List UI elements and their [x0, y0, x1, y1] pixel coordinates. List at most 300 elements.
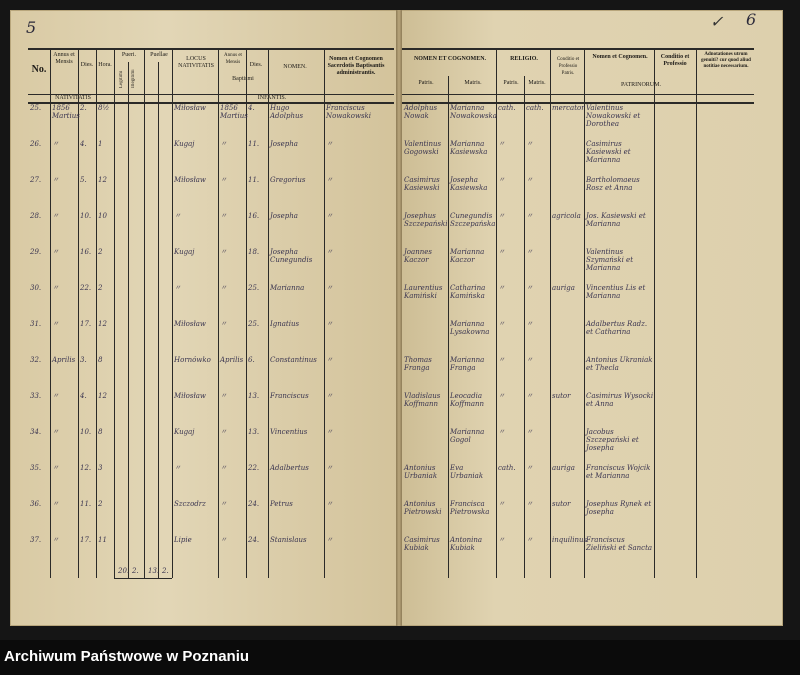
left-page-number: 5	[26, 18, 37, 37]
row-4-bday: 16.	[248, 212, 260, 220]
row-9-rel-m: 〃	[526, 392, 533, 400]
row-10-gp-cond	[656, 428, 696, 446]
row-12-no: 36.	[30, 500, 42, 508]
row-10-bday: 13.	[248, 428, 260, 436]
archive-name: Archiwum Państwowe w Poznaniu	[4, 648, 250, 665]
row-11-name: Adalbertus	[270, 464, 309, 472]
row-10-boys	[116, 428, 128, 446]
row-10-notes	[698, 428, 754, 446]
row-11-year: 〃	[52, 464, 59, 472]
row-4-rel-m: 〃	[526, 212, 533, 220]
row-5-cond	[552, 248, 584, 266]
row-13-hour: 11	[98, 536, 107, 544]
row-10-girls	[146, 428, 158, 446]
row-12-father: Antonius Pietrowski	[404, 500, 442, 516]
row-6-godparents: Vincentius Lis et Marianna	[586, 284, 646, 300]
row-9-rel-f: 〃	[498, 392, 505, 400]
row-10-bdate: 〃	[220, 428, 227, 436]
row-9-mother: Leocadia Koffmann	[450, 392, 485, 408]
pencil-mark: ✓	[710, 12, 724, 31]
col-no-header: No.	[31, 64, 47, 75]
row-4-godparents: Jos. Kasiewski et Marianna	[586, 212, 646, 228]
row-5-notes	[698, 248, 754, 266]
row-3-no: 27.	[30, 176, 42, 184]
row-11-day: 12.	[80, 464, 92, 472]
row-2-rel-f: 〃	[498, 140, 505, 148]
row-2-notes	[698, 140, 754, 158]
row-6-rel-f: 〃	[498, 284, 505, 292]
row-11-cond: auriga	[552, 464, 575, 472]
row-6-cond: auriga	[552, 284, 575, 292]
rule	[114, 48, 115, 578]
rule	[584, 48, 585, 578]
row-8-cond	[552, 356, 584, 374]
row-2-girls	[146, 140, 158, 158]
row-11-bdate: 〃	[220, 464, 227, 472]
row-13-bday: 24.	[248, 536, 260, 544]
row-8-mother: Marianna Franga	[450, 356, 485, 372]
row-1-godparents: Valentinus Nowakowski et Dorothea	[586, 104, 641, 128]
row-12-rel-f: 〃	[498, 500, 505, 508]
row-10-name: Vincentius	[270, 428, 308, 436]
row-13-place: Lipie	[174, 536, 192, 544]
row-13-boys	[116, 536, 128, 554]
row-3-name: Gregorius	[270, 176, 306, 184]
religio-header: RELIGIO.	[510, 56, 538, 62]
row-13-father: Casimirus Kubiak	[404, 536, 440, 552]
row-9-hour: 12	[98, 392, 107, 400]
row-10-rel-f: 〃	[498, 428, 505, 436]
row-3-hour: 12	[98, 176, 107, 184]
row-1-year: 1856 Martius	[52, 104, 80, 120]
row-6-gp-cond	[656, 284, 696, 302]
row-4-mother: Cunegundis Szczepańska	[450, 212, 496, 228]
row-12-year: 〃	[52, 500, 59, 508]
row-8-bday: 6.	[248, 356, 255, 364]
row-10-no: 34.	[30, 428, 42, 436]
rule	[50, 48, 51, 578]
col-conditio-header: Conditio et Professio Patris.	[556, 57, 580, 76]
row-4-place: 〃	[174, 212, 181, 220]
row-11-godparents: Franciscus Wojcik et Marianna	[586, 464, 651, 480]
col-legitimi-header: Legitimi	[119, 70, 124, 88]
row-11-priest: 〃	[326, 464, 333, 472]
row-7-father	[404, 320, 448, 338]
row-12-bdate: 〃	[220, 500, 227, 508]
row-13-bdate: 〃	[220, 536, 227, 544]
row-3-bdate: 〃	[220, 176, 227, 184]
row-10-place: Kugaj	[174, 428, 195, 436]
row-8-place: Hornówko	[174, 356, 211, 364]
row-4-bdate: 〃	[220, 212, 227, 220]
row-8-notes	[698, 356, 754, 374]
row-2-rel-m: 〃	[526, 140, 533, 148]
total-c: 13.	[148, 567, 160, 575]
row-1-name: Hugo Adolphus	[270, 104, 304, 120]
row-13-rel-m: 〃	[526, 536, 533, 544]
row-3-father: Casimirus Kasiewski	[404, 176, 440, 192]
row-9-day: 4.	[80, 392, 87, 400]
total-d: 2.	[162, 567, 169, 575]
row-12-mother: Francisca Pietrowska	[450, 500, 490, 516]
nativitatis-band: NATIVITATIS	[55, 95, 91, 101]
row-12-rel-m: 〃	[526, 500, 533, 508]
row-1-cond: mercator	[552, 104, 585, 112]
row-10-day: 10.	[80, 428, 92, 436]
row-4-father: Josephus Szczepański	[404, 212, 448, 228]
row-12-bday: 24.	[248, 500, 260, 508]
row-4-day: 10.	[80, 212, 92, 220]
row-2-cond	[552, 140, 584, 158]
row-12-cond: sutor	[552, 500, 571, 508]
row-11-gp-cond	[656, 464, 696, 482]
row-9-father: Vladislaus Koffmann	[404, 392, 441, 408]
row-5-bday: 18.	[248, 248, 260, 256]
row-3-day: 5.	[80, 176, 87, 184]
row-9-no: 33.	[30, 392, 42, 400]
row-4-no: 28.	[30, 212, 42, 220]
row-1-notes	[698, 104, 754, 122]
row-11-no: 35.	[30, 464, 42, 472]
row-9-year: 〃	[52, 392, 59, 400]
row-5-gp-cond	[656, 248, 696, 266]
right-page-number: 6	[746, 10, 757, 29]
row-6-bdate: 〃	[220, 284, 227, 292]
row-8-no: 32.	[30, 356, 42, 364]
row-3-boys	[116, 176, 128, 194]
row-2-godparents: Casimirus Kasiewski et Marianna	[586, 140, 631, 164]
col-baptismi-header: Baptismi	[232, 76, 254, 82]
rule	[172, 48, 173, 578]
row-5-godparents: Valentinus Szymański et Marianna	[586, 248, 634, 272]
row-7-rel-f: 〃	[498, 320, 505, 328]
row-11-girls	[146, 464, 158, 482]
row-9-bdate: 〃	[220, 392, 227, 400]
total-b: 2.	[132, 567, 139, 575]
rule	[218, 48, 219, 578]
row-5-place: Kugaj	[174, 248, 195, 256]
row-1-girls	[146, 104, 158, 122]
row-7-girls	[146, 320, 158, 338]
row-2-priest: 〃	[326, 140, 333, 148]
row-10-rel-m: 〃	[526, 428, 533, 436]
row-10-year: 〃	[52, 428, 59, 436]
row-2-mother: Marianna Kasiewska	[450, 140, 488, 156]
row-13-day: 17.	[80, 536, 92, 544]
row-4-notes	[698, 212, 754, 230]
row-8-gp-cond	[656, 356, 696, 374]
row-3-bday: 11.	[248, 176, 260, 184]
col-patrini-conditio-header: Conditio et Professio	[660, 54, 690, 67]
row-12-notes	[698, 500, 754, 518]
rule	[96, 48, 97, 578]
col-adnotationes-header: Adnotationes utrum genuiti? cur quod aliud notitiae necessarium.	[701, 52, 751, 69]
row-1-hour: 8½	[98, 104, 110, 112]
row-2-no: 26.	[30, 140, 42, 148]
row-5-no: 29.	[30, 248, 42, 256]
row-3-godparents: Bartholomaeus Rosz et Anna	[586, 176, 640, 192]
row-7-bday: 25.	[248, 320, 260, 328]
row-7-bdate: 〃	[220, 320, 227, 328]
row-9-notes	[698, 392, 754, 410]
row-1-day: 2.	[80, 104, 87, 112]
row-11-bday: 22.	[248, 464, 260, 472]
row-2-gp-cond	[656, 140, 696, 158]
col-annus2-header: Annus et Mensis	[224, 53, 242, 65]
row-2-hour: 1	[98, 140, 103, 148]
row-8-boys	[116, 356, 128, 374]
col-locus-header: LOCUS NATIVITATIS	[178, 56, 214, 69]
row-2-bday: 11.	[248, 140, 260, 148]
row-6-mother: Catharina Kamińska	[450, 284, 486, 300]
row-3-mother: Josepha Kasiewska	[450, 176, 488, 192]
row-6-boys	[116, 284, 128, 302]
col-dies-header: Dies.	[80, 62, 94, 68]
col-annus-header: Annus et Mensis	[53, 52, 75, 65]
row-5-girls	[146, 248, 158, 266]
row-2-name: Josepha	[270, 140, 298, 148]
row-6-notes	[698, 284, 754, 302]
row-5-rel-m: 〃	[526, 248, 533, 256]
row-5-mother: Marianna Kaczor	[450, 248, 485, 264]
row-5-day: 16.	[80, 248, 92, 256]
col-religio-pater-header: Patris.	[503, 80, 519, 86]
row-8-girls	[146, 356, 158, 374]
row-3-girls	[146, 176, 158, 194]
row-13-cond: inquilinus	[552, 536, 588, 544]
row-11-boys	[116, 464, 128, 482]
row-8-bdate: Aprilis	[220, 356, 244, 364]
row-5-year: 〃	[52, 248, 59, 256]
row-11-notes	[698, 464, 754, 482]
row-12-priest: 〃	[326, 500, 333, 508]
row-6-father: Laurentius Kamiński	[404, 284, 443, 300]
row-7-mother: Marianna Lysakowna	[450, 320, 490, 336]
infantis-band: INFANTIS.	[257, 95, 287, 101]
row-12-gp-cond	[656, 500, 696, 518]
row-12-day: 11.	[80, 500, 92, 508]
patrinorum-band: PATRINORUM.	[621, 82, 661, 88]
row-5-boys	[116, 248, 128, 266]
row-8-priest: 〃	[326, 356, 333, 364]
row-4-gp-cond	[656, 212, 696, 230]
row-6-no: 30.	[30, 284, 42, 292]
row-1-father: Adolphus Nowak	[404, 104, 438, 120]
row-10-cond	[552, 428, 584, 446]
row-13-name: Stanislaus	[270, 536, 307, 544]
right-header-top-rule	[402, 48, 754, 50]
row-6-girls	[146, 284, 158, 302]
row-6-year: 〃	[52, 284, 59, 292]
row-7-no: 31.	[30, 320, 42, 328]
col-hora-header: Hora.	[98, 62, 112, 68]
row-9-cond: sutor	[552, 392, 571, 400]
row-5-father: Joannes Kaczor	[404, 248, 432, 264]
row-13-priest: 〃	[326, 536, 333, 544]
row-10-priest: 〃	[326, 428, 333, 436]
row-4-cond: agricola	[552, 212, 581, 220]
row-4-year: 〃	[52, 212, 59, 220]
row-1-gp-cond	[656, 104, 696, 122]
row-10-godparents: Jacobus Szczepański et Josepha	[586, 428, 639, 452]
row-5-hour: 2	[98, 248, 103, 256]
row-12-boys	[116, 500, 128, 518]
row-3-priest: 〃	[326, 176, 333, 184]
row-1-priest: Franciscus Nowakowski	[326, 104, 372, 120]
row-13-mother: Antonina Kubiak	[450, 536, 483, 552]
row-8-godparents: Antonius Ukraniak et Thecla	[586, 356, 653, 372]
row-1-boys	[116, 104, 128, 122]
row-12-name: Petrus	[270, 500, 293, 508]
row-8-name: Constantinus	[270, 356, 317, 364]
total-a: 20.	[118, 567, 130, 575]
row-9-boys	[116, 392, 128, 410]
row-1-bdate: 1856 Martius	[220, 104, 248, 120]
row-5-rel-f: 〃	[498, 248, 505, 256]
row-6-rel-m: 〃	[526, 284, 533, 292]
row-13-year: 〃	[52, 536, 59, 544]
row-1-place: Miłosław	[174, 104, 206, 112]
nomen-cognomen-header: NOMEN ET COGNOMEN.	[413, 56, 487, 62]
col-puellae-header: Puellae	[150, 52, 168, 58]
rule	[246, 48, 247, 578]
row-1-rel-f: cath.	[498, 104, 516, 112]
row-3-cond	[552, 176, 584, 194]
row-7-hour: 12	[98, 320, 107, 328]
row-13-girls	[146, 536, 158, 554]
row-4-name: Josepha	[270, 212, 298, 220]
row-3-rel-f: 〃	[498, 176, 505, 184]
rule	[654, 48, 655, 578]
row-1-no: 25.	[30, 104, 42, 112]
row-11-rel-m: 〃	[526, 464, 533, 472]
row-7-notes	[698, 320, 754, 338]
rule	[268, 48, 269, 578]
row-7-priest: 〃	[326, 320, 333, 328]
row-10-mother: Marianna Gogol	[450, 428, 485, 444]
rule	[128, 62, 129, 578]
header-top-rule	[28, 48, 394, 50]
row-4-priest: 〃	[326, 212, 333, 220]
row-9-girls	[146, 392, 158, 410]
col-illegitimi-header: Illegitimi	[131, 69, 136, 89]
row-4-hour: 10	[98, 212, 107, 220]
row-8-rel-f: 〃	[498, 356, 505, 364]
row-10-hour: 8	[98, 428, 103, 436]
row-4-rel-f: 〃	[498, 212, 505, 220]
col-sacerdos-header: Nomen et Cognomen Sacerdotis Baptisantis administrantis.	[327, 56, 385, 76]
row-11-place: 〃	[174, 464, 181, 472]
row-7-day: 17.	[80, 320, 92, 328]
row-11-mother: Eva Urbaniak	[450, 464, 484, 480]
row-2-father: Valentinus Gogowski	[404, 140, 442, 156]
row-13-godparents: Franciscus Zieliński et Sancta	[586, 536, 653, 552]
row-13-no: 37.	[30, 536, 42, 544]
col-dies2-header: Dies.	[249, 62, 263, 68]
rule	[324, 48, 325, 578]
row-7-year: 〃	[52, 320, 59, 328]
rule	[448, 76, 449, 578]
row-3-gp-cond	[656, 176, 696, 194]
col-religio-mater-header: Matris.	[528, 80, 546, 86]
row-4-girls	[146, 212, 158, 230]
row-9-godparents: Casimirus Wysocki et Anna	[586, 392, 654, 408]
row-5-priest: 〃	[326, 248, 333, 256]
rule	[78, 48, 79, 578]
row-9-priest: 〃	[326, 392, 333, 400]
row-2-day: 4.	[80, 140, 87, 148]
row-2-year: 〃	[52, 140, 59, 148]
row-1-rel-m: cath.	[526, 104, 544, 112]
row-8-year: Aprilis	[52, 356, 76, 364]
row-6-place: 〃	[174, 284, 181, 292]
col-nomen-header: NOMEN.	[283, 64, 307, 70]
totals-rule	[114, 578, 172, 579]
rule	[696, 48, 697, 578]
row-11-father: Antonius Urbaniak	[404, 464, 438, 480]
row-1-bday: 4.	[248, 104, 255, 112]
row-3-notes	[698, 176, 754, 194]
rule	[524, 76, 525, 578]
row-9-place: Miłosław	[174, 392, 206, 400]
row-7-godparents: Adalbertus Radz. et Catharina	[586, 320, 648, 336]
row-12-hour: 2	[98, 500, 103, 508]
row-6-name: Marianna	[270, 284, 305, 292]
right-header-mid-rule	[402, 94, 754, 95]
row-2-place: Kugaj	[174, 140, 195, 148]
row-2-bdate: 〃	[220, 140, 227, 148]
row-10-father	[404, 428, 448, 446]
row-13-gp-cond	[656, 536, 696, 554]
row-8-rel-m: 〃	[526, 356, 533, 364]
row-9-bday: 13.	[248, 392, 260, 400]
row-12-place: Szczodrz	[174, 500, 206, 508]
row-3-year: 〃	[52, 176, 59, 184]
col-patrini-nomen-header: Nomen et Cognomen.	[592, 54, 648, 60]
row-6-day: 22.	[80, 284, 92, 292]
row-6-priest: 〃	[326, 284, 333, 292]
col-matris-header: Matris.	[464, 80, 482, 86]
rule	[496, 48, 497, 578]
row-9-name: Franciscus	[270, 392, 309, 400]
row-3-rel-m: 〃	[526, 176, 533, 184]
row-5-name: Josepha Cunegundis	[270, 248, 313, 264]
rule	[144, 48, 145, 578]
col-pueri-header: Pueri.	[121, 52, 137, 58]
rule	[158, 62, 159, 578]
row-3-place: Miłosław	[174, 176, 206, 184]
row-4-boys	[116, 212, 128, 230]
row-9-gp-cond	[656, 392, 696, 410]
rule	[550, 48, 551, 578]
row-11-rel-f: cath.	[498, 464, 516, 472]
col-pater-header: Patris.	[418, 80, 434, 86]
row-7-boys	[116, 320, 128, 338]
row-7-gp-cond	[656, 320, 696, 338]
row-12-godparents: Josephus Rynek et Josepha	[586, 500, 652, 516]
row-6-hour: 2	[98, 284, 103, 292]
row-7-rel-m: 〃	[526, 320, 533, 328]
row-5-bdate: 〃	[220, 248, 227, 256]
row-13-notes	[698, 536, 754, 554]
row-7-cond	[552, 320, 584, 338]
row-12-girls	[146, 500, 158, 518]
row-7-name: Ignatius	[270, 320, 300, 328]
row-2-boys	[116, 140, 128, 158]
row-11-hour: 3	[98, 464, 103, 472]
row-13-rel-f: 〃	[498, 536, 505, 544]
row-8-hour: 8	[98, 356, 103, 364]
